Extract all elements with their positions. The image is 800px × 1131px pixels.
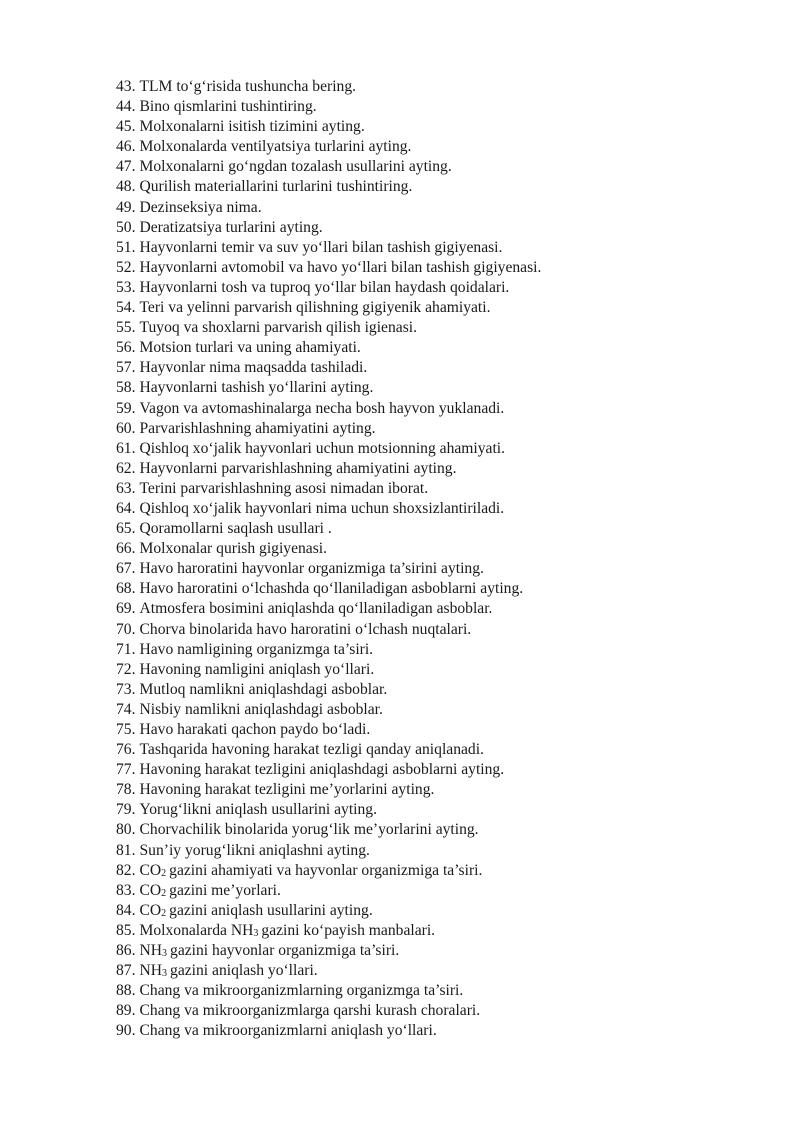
question-number: 80.	[116, 821, 136, 839]
question-text: Parvarishlashning ahamiyatini ayting.	[139, 419, 376, 437]
question-item	[116, 198, 541, 218]
question-item	[116, 620, 541, 640]
question-text: gazini ko‘payish manbalari.	[261, 921, 436, 939]
question-text: Hayvonlarni tosh va tuproq yo‘llar bilan haydash qoidalari.	[139, 278, 510, 296]
question-item	[116, 439, 541, 459]
question-text: Chang va mikroorganizmlarga qarshi kurash choralari.	[139, 1002, 481, 1020]
chemical-subscript: 3	[162, 968, 168, 980]
question-item	[116, 1001, 541, 1021]
question-number: 75.	[116, 721, 136, 738]
question-text: Chorvachilik binolarida yorug‘lik me’yorlarini ayting.	[139, 821, 479, 839]
question-number: 69.	[116, 600, 136, 618]
question-item	[116, 539, 541, 559]
question-number: 43.	[116, 78, 136, 95]
question-item	[116, 318, 541, 338]
chemical-subscript: 2	[161, 887, 167, 899]
question-text: gazini ahamiyati va hayvonlar organizmiga ta’siri.	[169, 861, 483, 879]
question-number: 49.	[116, 198, 136, 216]
question-text: Vagon va avtomashinalarga necha bosh hayvon yuklanadi.	[139, 399, 505, 417]
question-text: Chorva binolarida havo haroratini o‘lchash nuqtalari.	[139, 620, 472, 638]
question-item	[116, 921, 541, 941]
question-item	[116, 77, 541, 97]
question-item	[116, 97, 541, 117]
question-text: Atmosfera bosimini aniqlashda qo‘llaniladigan asboblar.	[139, 600, 493, 618]
question-text-prefix: NH	[139, 962, 163, 980]
question-item	[116, 660, 541, 680]
question-number: 52.	[116, 258, 136, 276]
question-number: 88.	[116, 982, 136, 1000]
question-item	[116, 298, 541, 318]
question-number: 61.	[116, 439, 136, 457]
question-number: 48.	[116, 178, 136, 196]
question-number: 67.	[116, 560, 136, 578]
chemical-subscript: 3	[253, 927, 259, 939]
question-text-prefix: CO	[139, 901, 162, 919]
question-number: 45.	[116, 118, 136, 136]
question-text: Havoning harakat tezligini me’yorlarini ayting.	[139, 781, 435, 799]
question-number: 90.	[116, 1022, 136, 1040]
question-number: 64.	[116, 499, 136, 517]
question-text: Molxonalarda ventilyatsiya turlarini ayting.	[139, 138, 412, 156]
question-number: 60.	[116, 419, 136, 437]
question-number: 89.	[116, 1002, 136, 1020]
question-number: 58.	[116, 379, 136, 397]
question-number: 47.	[116, 158, 136, 176]
question-number: 56.	[116, 339, 136, 357]
question-number: 82.	[116, 861, 136, 879]
question-item	[116, 399, 541, 419]
question-text: Chang va mikroorganizmlarni aniqlash yo‘llari.	[139, 1022, 437, 1040]
question-text: gazini aniqlash yo‘llari.	[170, 962, 318, 980]
question-item	[116, 559, 541, 579]
question-number: 55.	[116, 319, 136, 337]
question-text: Yorug‘likni aniqlash usullarini ayting.	[139, 801, 378, 819]
question-number: 51.	[116, 238, 136, 256]
question-text: gazini aniqlash usullarini ayting.	[169, 901, 373, 919]
question-item	[116, 258, 541, 278]
question-text: Tashqarida havoning harakat tezligi qanday aniqlanadi.	[139, 741, 484, 759]
question-text: Hayvonlarni avtomobil va havo yo‘llari bilan tashish gigiyenasi.	[139, 258, 542, 276]
question-number: 68.	[116, 580, 136, 598]
question-text: Mutloq namlikni aniqlashdagi asboblar.	[139, 680, 388, 698]
question-text-prefix: CO	[139, 881, 162, 899]
question-item	[116, 459, 541, 479]
question-text: Havo harakati qachon paydo bo‘ladi.	[139, 721, 371, 738]
question-item	[116, 740, 541, 760]
question-item	[116, 599, 541, 619]
question-text: Terini parvarishlashning asosi nimadan iborat.	[139, 479, 429, 497]
question-text: gazini me’yorlari.	[169, 881, 281, 899]
question-text-prefix: NH	[139, 942, 163, 960]
question-number: 72.	[116, 660, 136, 678]
question-item	[116, 820, 541, 840]
question-item	[116, 800, 541, 820]
question-number: 66.	[116, 540, 136, 558]
question-number: 70.	[116, 620, 136, 638]
question-text-prefix: CO	[139, 861, 162, 879]
question-number: 44.	[116, 98, 136, 116]
question-number: 85.	[116, 921, 136, 939]
question-text: Molxonalarni go‘ngdan tozalash usullarini ayting.	[139, 158, 452, 176]
question-number: 73.	[116, 680, 136, 698]
question-number: 83.	[116, 881, 136, 899]
question-text: Hayvonlarni parvarishlashning ahamiyatini ayting.	[139, 459, 457, 477]
question-item	[116, 861, 541, 881]
question-item	[116, 218, 541, 238]
question-text: Dezinseksiya nima.	[139, 198, 262, 216]
question-item	[116, 117, 541, 137]
question-text: Havo haroratini hayvonlar organizmiga ta’sirini ayting.	[139, 560, 484, 578]
question-number: 65.	[116, 520, 136, 538]
question-text: Havoning namligini aniqlash yo‘llari.	[139, 660, 375, 678]
question-item	[116, 278, 541, 298]
question-number: 57.	[116, 359, 136, 377]
question-number: 87.	[116, 962, 136, 980]
question-item	[116, 640, 541, 660]
question-list	[116, 77, 541, 1042]
question-number: 76.	[116, 741, 136, 759]
question-text: Qishloq xo‘jalik hayvonlari nima uchun shoxsizlantiriladi.	[139, 499, 505, 517]
question-text: TLM to‘g‘risida tushuncha bering.	[139, 78, 357, 95]
question-text: Nisbiy namlikni aniqlashdagi asboblar.	[139, 700, 383, 718]
chemical-subscript: 3	[162, 948, 168, 960]
question-number: 81.	[116, 841, 136, 859]
question-text: Chang va mikroorganizmlarning organizmga ta’siri.	[139, 982, 464, 1000]
question-number: 50.	[116, 218, 136, 236]
question-number: 53.	[116, 278, 136, 296]
question-item	[116, 981, 541, 1001]
question-number: 74.	[116, 700, 136, 718]
question-text: Hayvonlar nima maqsadda tashiladi.	[139, 359, 368, 377]
question-item	[116, 157, 541, 177]
question-text: Sun’iy yorug‘likni aniqlashni ayting.	[139, 841, 370, 859]
question-item	[116, 720, 541, 740]
question-item	[116, 358, 541, 378]
question-number: 86.	[116, 942, 136, 960]
question-text: Deratizatsiya turlarini ayting.	[139, 218, 323, 236]
question-text-prefix: Molxonalarda NH	[139, 921, 254, 939]
question-text: Qoramollarni saqlash usullari .	[139, 520, 332, 538]
question-text: gazini hayvonlar organizmiga ta’siri.	[170, 942, 400, 960]
question-text: Hayvonlarni temir va suv yo‘llari bilan tashish gigiyenasi.	[139, 238, 503, 256]
question-item	[116, 961, 541, 981]
question-text: Hayvonlarni tashish yo‘llarini ayting.	[139, 379, 374, 397]
question-number: 62.	[116, 459, 136, 477]
question-text: Molxonalarni isitish tizimini ayting.	[139, 118, 365, 136]
question-text: Molxonalar qurish gigiyenasi.	[139, 540, 328, 558]
question-text: Qurilish materiallarini turlarini tushintiring.	[139, 178, 413, 196]
question-number: 77.	[116, 761, 136, 779]
question-item	[116, 519, 541, 539]
question-number: 79.	[116, 801, 136, 819]
question-number: 71.	[116, 640, 136, 658]
question-number: 54.	[116, 299, 136, 317]
question-text: Qishloq xo‘jalik hayvonlari uchun motsionning ahamiyati.	[139, 439, 506, 457]
question-item	[116, 137, 541, 157]
question-number: 78.	[116, 781, 136, 799]
question-item	[116, 338, 541, 358]
question-item	[116, 841, 541, 861]
question-item	[116, 177, 541, 197]
question-item	[116, 901, 541, 921]
question-item	[116, 700, 541, 720]
question-text: Motsion turlari va uning ahamiyati.	[139, 339, 361, 357]
question-text: Havo namligining organizmga ta’siri.	[139, 640, 374, 658]
question-item	[116, 881, 541, 901]
question-item	[116, 760, 541, 780]
chemical-subscript: 2	[161, 907, 167, 919]
question-item	[116, 479, 541, 499]
question-text: Teri va yelinni parvarish qilishning gigiyenik ahamiyati.	[139, 299, 491, 317]
question-item	[116, 1021, 541, 1041]
question-item	[116, 419, 541, 439]
question-text: Havo haroratini o‘lchashda qo‘llaniladigan asboblarni ayting.	[139, 580, 524, 598]
question-item	[116, 238, 541, 258]
question-item	[116, 378, 541, 398]
question-number: 63.	[116, 479, 136, 497]
question-number: 84.	[116, 901, 136, 919]
question-number: 59.	[116, 399, 136, 417]
question-item	[116, 780, 541, 800]
question-text: Bino qismlarini tushintiring.	[139, 98, 317, 116]
question-item	[116, 579, 541, 599]
question-item	[116, 941, 541, 961]
question-number: 46.	[116, 138, 136, 156]
question-text: Havoning harakat tezligini aniqlashdagi asboblarni ayting.	[139, 761, 505, 779]
question-text: Tuyoq va shoxlarni parvarish qilish igienasi.	[139, 319, 417, 337]
question-item	[116, 680, 541, 700]
chemical-subscript: 2	[161, 867, 167, 879]
question-item	[116, 499, 541, 519]
